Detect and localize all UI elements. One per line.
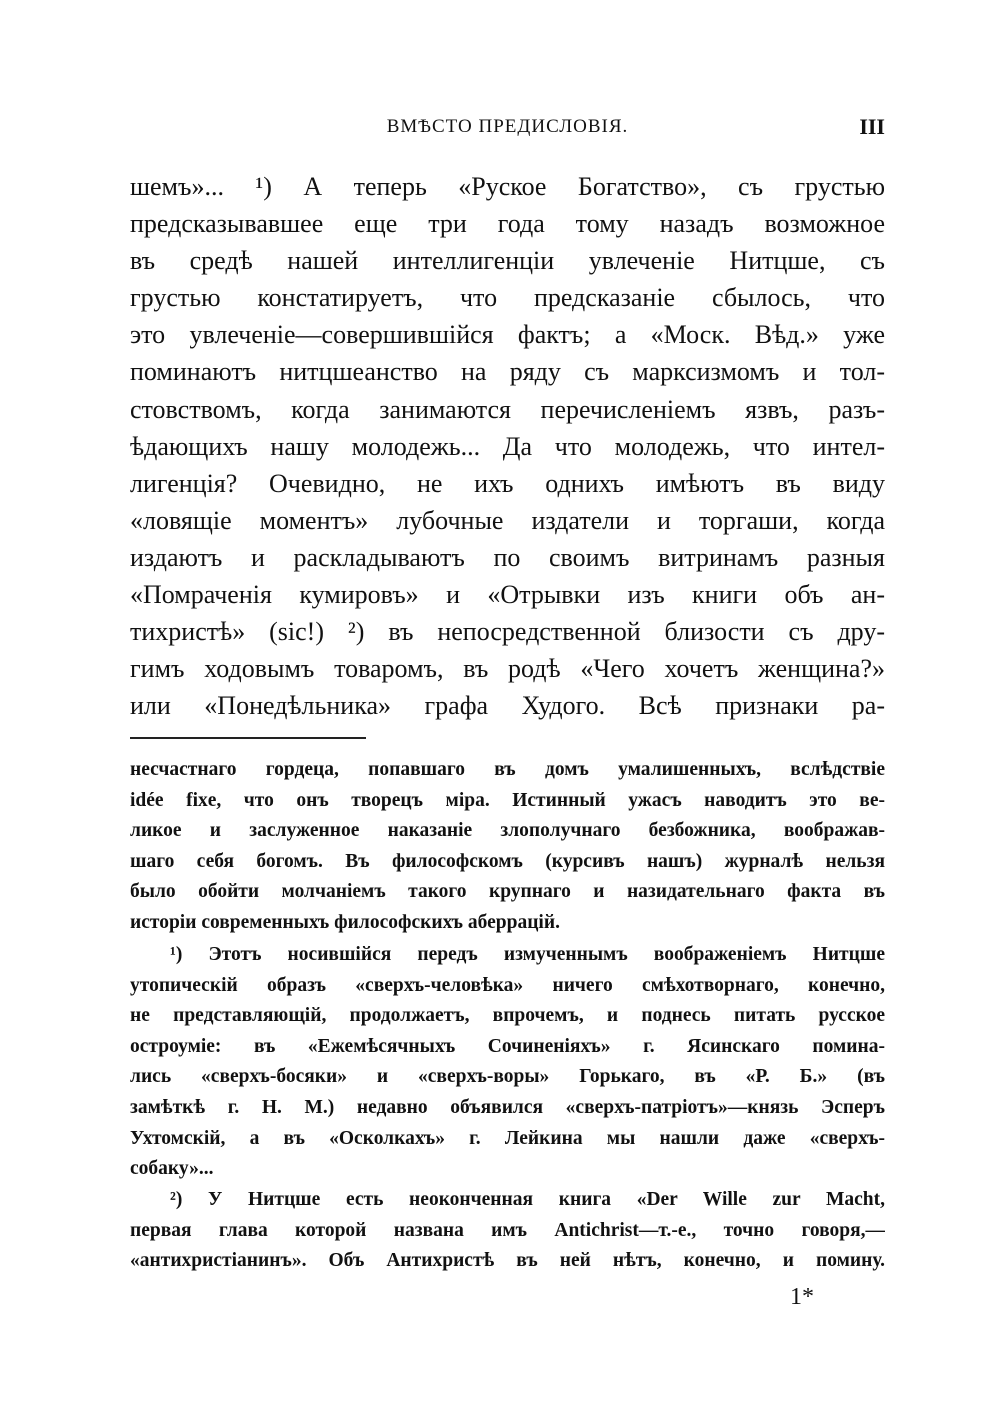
- main-text: [130, 168, 885, 724]
- running-title: ВМѢСТО ПРЕДИСЛОВІЯ.: [386, 116, 629, 137]
- text-line: idée fixe, что онъ творецъ міра. Истинный ужасъ наводитъ это ве-: [130, 789, 885, 811]
- text-line: лигенція? Очевидно, не ихъ однихъ имѣютъ въ виду: [130, 468, 885, 498]
- text-line: это увлеченіе—совершившійся фактъ; а «Моск. Вѣд.» уже: [130, 320, 885, 350]
- signature-mark: 1*: [790, 1284, 814, 1310]
- text-line: издаютъ и раскладываютъ по своимъ витринамъ разныя: [130, 542, 885, 572]
- text-line: не представляющій, продолжаетъ, впрочемъ, и поднесь питать русское: [130, 1005, 885, 1027]
- text-line: исторіи современныхъ философскихъ аберрацій.: [130, 911, 560, 933]
- text-line: шемъ»... ¹) А теперь «Руское Богатство», съ грустью: [130, 172, 885, 201]
- text-line: замѣткѣ г. Н. М.) недавно объявился «сверхъ-патріотъ»—князь Эсперъ: [130, 1096, 885, 1118]
- text-line: ¹) Этотъ носившійся передъ измученнымъ воображеніемъ Нитцше: [170, 944, 885, 965]
- text-line: шаго себя богомъ. Въ философскомъ (курсивъ нашъ) журналѣ нельзя: [130, 850, 885, 872]
- text-line: ликое и заслуженное наказаніе злополучнаго безбожника, воображав-: [130, 820, 885, 842]
- footnote-rule: [130, 737, 366, 739]
- text-line: утопическій образъ «сверхъ-человѣка» ничего смѣхотворнаго, конечно,: [130, 974, 885, 996]
- text-line: лись «сверхъ-босяки» и «сверхъ-воры» Горькаго, въ «Р. Б.» (въ: [130, 1066, 885, 1088]
- text-line: предсказывавшее еще три года тому назадъ возможное: [130, 209, 885, 239]
- text-line: въ средѣ нашей интеллигенціи увлеченіе Нитцше, съ: [130, 246, 885, 276]
- running-header: [130, 112, 885, 142]
- page-number: III: [859, 114, 885, 139]
- text-line: гимъ ходовымъ товаромъ, въ родѣ «Чего хочетъ женщина?»: [130, 654, 885, 684]
- footnote-continued: [130, 755, 885, 939]
- text-line: или «Понедѣльника» графа Худого. Всѣ признаки ра-: [130, 691, 885, 721]
- text-line: ѣдающихъ нашу молодежь... Да что молодежь, что интел-: [130, 431, 885, 461]
- text-line: тихристѣ» (sic!) ²) въ непосредственной близости съ дру-: [130, 617, 885, 647]
- text-line: «Помраченія кумировъ» и «Отрывки изъ книги объ ан-: [130, 580, 885, 610]
- text-line: «ловящіе моментъ» лубочные издатели и торгаши, когда: [130, 505, 885, 535]
- text-line: собаку»...: [130, 1158, 214, 1180]
- text-line: остроуміе: въ «Ежемѣсячныхъ Сочиненіяхъ» г. Ясинскаго помина-: [130, 1035, 885, 1057]
- text-line: грустью констатируетъ, что предсказаніе сбылось, что: [130, 283, 885, 313]
- footnote-1: [130, 940, 885, 1185]
- text-line: несчастнаго гордеца, попавшаго въ домъ умалишенныхъ, вслѣдствіе: [130, 759, 885, 780]
- text-line: первая глава которой названа имъ Antichrist—т.-е., точно говоря,—: [130, 1219, 885, 1241]
- footnote-2: [130, 1185, 885, 1277]
- text-line: было обойти молчаніемъ такого крупнаго и назидательнаго факта въ: [130, 881, 885, 903]
- text-line: ²) У Нитцше есть неоконченная книга «Der Wille zur Macht,: [170, 1189, 885, 1210]
- text-line: Ухтомскій, а въ «Осколкахъ» г. Лейкина мы нашли даже «сверхъ-: [130, 1127, 885, 1149]
- text-line: «антихристіанинъ». Объ Антихристѣ въ ней нѣтъ, конечно, и помину.: [130, 1250, 885, 1272]
- text-line: поминаютъ нитцшеанство на ряду съ марксизмомъ и тол-: [130, 357, 885, 387]
- text-line: стовствомъ, когда занимаются перечисленіемъ язвъ, разъ-: [130, 394, 885, 424]
